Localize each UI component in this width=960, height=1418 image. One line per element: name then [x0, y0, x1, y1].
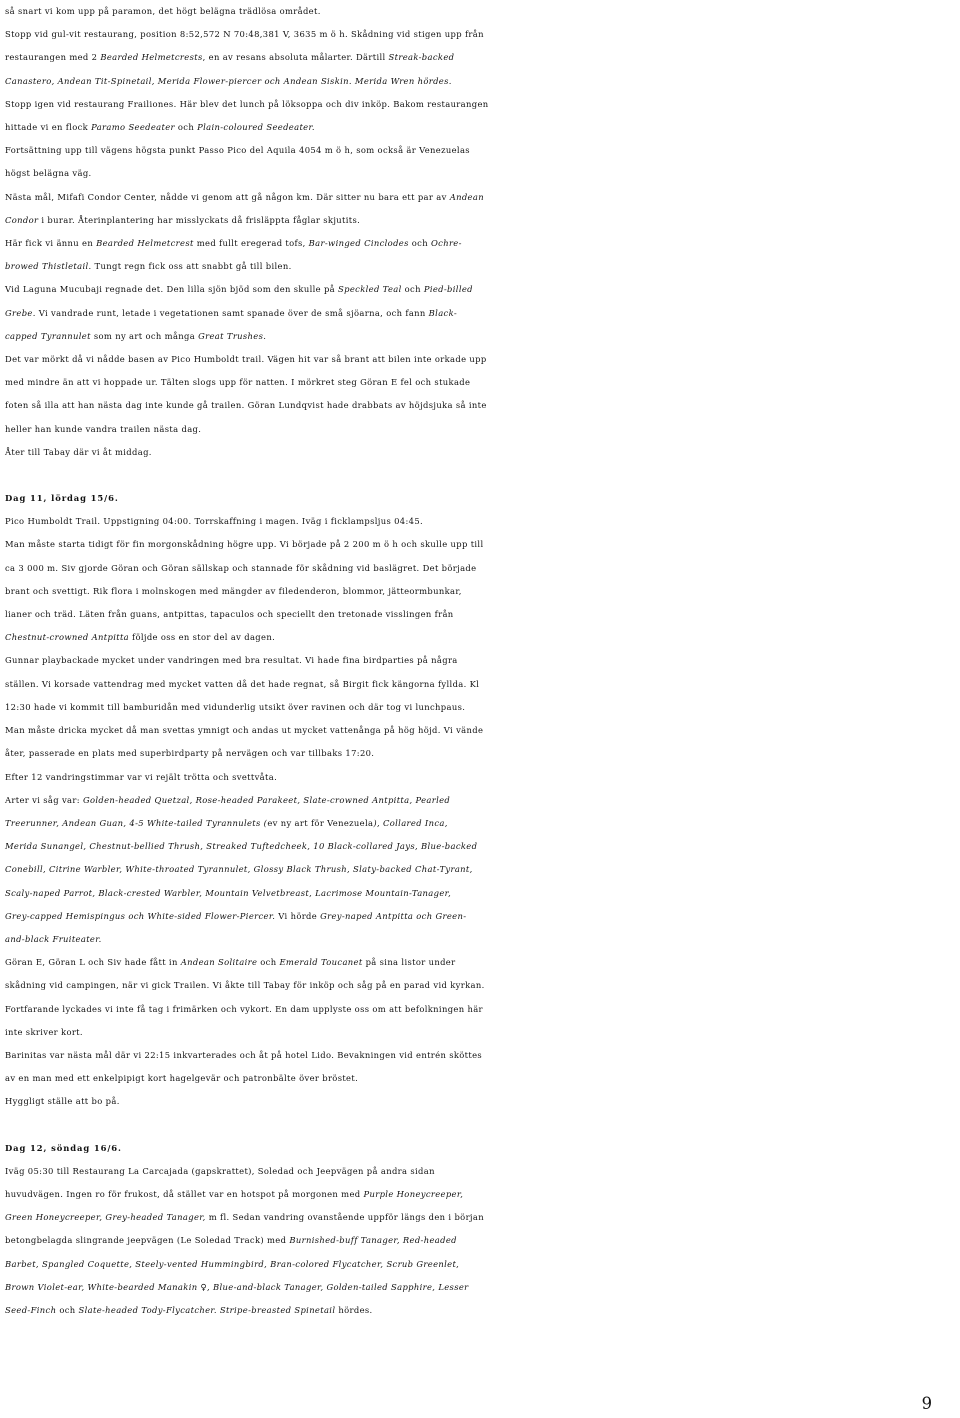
text-line — [5, 0, 955, 23]
italic-text: Conebill, Citrine Warbler, White-throated Tyrannulet, Glossy Black Thrush, Slaty-backed Chat-Tyrant, — [5, 864, 473, 875]
text-run: ställen. Vi korsade vattendrag med mycket vatten då det hade regnat, så Birgit fick kängorna fyllda. Kl — [5, 678, 480, 689]
text-line — [5, 209, 955, 232]
text-line — [5, 603, 955, 626]
italic-text: Purple Honeycreeper, — [363, 1188, 464, 1199]
text-line — [5, 70, 955, 93]
text-run: huvudvägen. Ingen ro för frukost, då stället var en hotspot på morgonen med — [5, 1188, 364, 1199]
text-run: med fullt eregerad tofs, — [193, 238, 309, 249]
text-line — [5, 882, 955, 905]
text-line — [5, 325, 955, 348]
italic-text: Pied-billed — [423, 284, 473, 295]
italic-text: Bearded Helmetcrest — [96, 238, 194, 249]
text-run: Vi hörde — [275, 910, 321, 921]
text-line — [5, 1090, 955, 1113]
italic-text: Paramo Seedeater — [91, 122, 175, 133]
text-line — [5, 278, 955, 301]
text-line — [5, 441, 955, 464]
text-line — [5, 858, 955, 881]
text-run: Stopp igen vid restaurang Frailiones. Här blev det lunch på löksoppa och div inköp. Bakom restaurangen — [5, 98, 489, 109]
text-line — [5, 580, 955, 603]
text-run: betongbelagda slingrande jeepvägen (Le Soledad Track) med — [5, 1235, 290, 1246]
italic-text: Grebe. — [5, 307, 36, 318]
text-run: ev ny art för Venezuela — [267, 817, 374, 828]
text-run: Fortsättning upp till vägens högsta punkt Passo Pico del Aquila 4054 m ö h, som också är Venezuelas — [5, 145, 470, 156]
italic-text: Bar-winged Cinclodes — [308, 238, 409, 249]
text-run: Man måste dricka mycket då man svettas ymnigt och andas ut mycket vattenånga på hög höjd. Vi vände — [5, 725, 484, 736]
text-line — [5, 418, 955, 441]
text-line — [5, 905, 955, 928]
italic-text: Scaly-naped Parrot, Black-crested Warbler, Mountain Velvetbreast, Lacrimose Mountain-Tanager, — [5, 887, 452, 898]
text-line — [5, 998, 955, 1021]
text-run: hördes. — [335, 1304, 373, 1315]
text-run: åter, passerade en plats med superbirdparty på nervägen och var tillbaks 17:20. — [5, 748, 375, 759]
text-run: så snart vi kom upp på paramon, det högt belägna trädlösa området. — [5, 6, 321, 16]
text-line — [5, 162, 955, 185]
text-run: Gunnar playbackade mycket under vandringen med bra resultat. Vi hade fina birdparties på några — [5, 655, 458, 666]
italic-text: Condor — [5, 214, 39, 225]
text-line — [5, 1021, 955, 1044]
italic-text: Ochre- — [430, 238, 462, 249]
text-line — [5, 673, 955, 696]
text-run: restaurangen med 2 — [5, 52, 101, 63]
text-line — [5, 649, 955, 672]
italic-text: Merida Sunangel, Chestnut-bellied Thrush, Streaked Tuftedcheek, 10 Black-collared Jays, Blue-backed — [5, 841, 478, 852]
italic-text: Barbet, Spangled Coquette, Steely-vented Hummingbird, Bran-colored Flycatcher, Scrub Greenlet, — [5, 1258, 460, 1269]
text-run: Det var mörkt då vi nådde basen av Pico Humboldt trail. Vägen hit var så brant att bilen inte orkade upp — [5, 354, 487, 365]
text-run: Hyggligt ställe att bo på. — [5, 1096, 120, 1107]
italic-text: Brown Violet-ear, White-bearded Manakin ♀, Blue-and-black Tanager, Golden-tailed Sapphire, Lesser — [5, 1281, 469, 1292]
text-line — [5, 302, 955, 325]
text-run: och — [401, 284, 424, 295]
italic-text: Bearded Helmetcrests — [100, 52, 203, 63]
text-run: och — [174, 122, 198, 133]
italic-text: Great Trushes. — [198, 330, 267, 341]
italic-text: Speckled Teal — [338, 284, 402, 295]
text-line — [5, 93, 955, 116]
italic-text: Slate-headed Tody-Flycatcher. Stripe-breasted Spinetail — [78, 1304, 336, 1315]
text-line — [5, 812, 955, 835]
text-line — [5, 557, 955, 580]
text-run: Vi vandrade runt, letade i vegetationen samt spanade över de små sjöarna, och fann — [35, 307, 429, 318]
text-run: följde oss en stor del av dagen. — [129, 632, 276, 643]
text-line — [5, 46, 955, 69]
italic-text: Grey-capped Hemispingus och White-sided Flower-Piercer. — [5, 910, 276, 921]
italic-text: Andean Solitaire — [180, 957, 258, 968]
text-line — [5, 951, 955, 974]
text-run: i burar. Återinplantering har misslyckats då frisläppta fåglar skjutits. — [38, 214, 361, 225]
text-line — [5, 371, 955, 394]
text-line — [5, 1253, 955, 1276]
text-line — [5, 835, 955, 858]
italic-text: Golden-headed Quetzal, Rose-headed Parakeet, Slate-crowned Antpitta, Pearled — [82, 794, 451, 805]
text-run: hittade vi en flock — [5, 122, 92, 133]
text-run: Dag 12, söndag 16/6. — [5, 1142, 122, 1153]
text-line — [5, 766, 955, 789]
text-run: Man måste starta tidigt för fin morgonskådning högre upp. Vi började på 2 200 m ö h och skulle upp till — [5, 539, 484, 550]
text-run: högst belägna väg. — [5, 168, 92, 179]
italic-text: Burnished-buff Tanager, Red-headed — [289, 1235, 457, 1246]
italic-text: browed Thistletail. — [5, 261, 92, 272]
italic-text: Green Honeycreeper, Grey-headed Tanager, — [5, 1212, 206, 1223]
italic-text: Grey-naped Antpitta och Green- — [320, 910, 467, 921]
text-line — [5, 255, 955, 278]
text-line — [5, 1183, 955, 1206]
text-run: på sina listor under — [362, 957, 456, 968]
text-run: , en av resans absoluta målarter. Därtill — [202, 52, 389, 63]
text-line — [5, 23, 955, 46]
text-run: Göran E, Göran L och Siv hade fått in — [5, 957, 181, 968]
text-run: och — [257, 957, 280, 968]
text-run: Dag 11, lördag 15/6. — [5, 493, 119, 504]
text-run: m fl. Sedan vandring ovanstående uppför längs den i början — [205, 1212, 484, 1223]
text-line — [5, 116, 955, 139]
text-line — [5, 928, 955, 951]
italic-text: Streak-backed — [388, 52, 455, 63]
text-run: Barinitas var nästa mål där vi 22:15 inkvarterades och åt på hotel Lido. Bevakningen vid entrén sköttes — [5, 1049, 483, 1060]
text-line — [5, 510, 955, 533]
italic-text: and-black Fruiteater. — [5, 933, 102, 944]
text-run: skådning vid campingen, när vi gick Trailen. Vi åkte till Tabay för inköp och såg på en parad vid kyrkan. — [5, 980, 485, 991]
document-body — [5, 0, 955, 1322]
day-heading — [5, 487, 955, 510]
text-run: Nästa mål, Mifafi Condor Center, nådde vi genom att gå någon km. Där sitter nu bara ett par av — [5, 191, 450, 202]
text-run: Stopp vid gul-vit restaurang, position 8:52,572 N 70:48,381 V, 3635 m ö h. Skådning vid stigen upp från — [5, 29, 484, 40]
text-run: av en man med ett enkelpipigt kort hagelgevär och patronbälte över bröstet. — [5, 1073, 359, 1084]
italic-text: Black- — [428, 307, 458, 318]
page-number: 9 — [921, 1394, 932, 1413]
text-line — [5, 1067, 955, 1090]
text-run: 12:30 hade vi kommit till bamburidån med vidunderlig utsikt över ravinen och där tog vi lunchpaus. — [5, 701, 466, 712]
text-run: och — [56, 1304, 79, 1315]
text-run: Åter till Tabay där vi åt middag. — [5, 446, 152, 457]
italic-text: Treerunner, Andean Guan, 4-5 White-tailed Tyrannulets ( — [5, 817, 268, 828]
text-line — [5, 742, 955, 765]
italic-text: Canastero, Andean Tit-Spinetail, Merida Flower-piercer och Andean Siskin. Merida Wren hördes. — [5, 75, 452, 86]
italic-text: ), Collared Inca, — [373, 817, 448, 828]
text-line — [5, 1160, 955, 1183]
text-line — [5, 1206, 955, 1229]
text-line — [5, 533, 955, 556]
text-line — [5, 186, 955, 209]
text-run: och — [408, 238, 431, 249]
italic-text: capped Tyrannulet — [5, 330, 91, 341]
text-run: Tungt regn fick oss att snabbt gå till bilen. — [91, 261, 292, 272]
text-line — [5, 789, 955, 812]
text-run: Här fick vi ännu en — [5, 238, 97, 249]
text-run: Fortfarande lyckades vi inte få tag i frimärken och vykort. En dam upplyste oss om att befolkningen här — [5, 1003, 483, 1014]
text-line — [5, 719, 955, 742]
text-line — [5, 348, 955, 371]
text-line — [5, 1299, 955, 1322]
italic-text: Chestnut-crowned Antpitta — [5, 632, 130, 643]
text-run: Efter 12 vandringstimmar var vi rejält trötta och svettvåta. — [5, 771, 278, 782]
italic-text: Emerald Toucanet — [279, 957, 363, 968]
text-line — [5, 626, 955, 649]
text-run: brant och svettigt. Rik flora i molnskogen med mängder av filedenderon, blommor, jätteormbunkar, — [5, 585, 462, 596]
text-line — [5, 696, 955, 719]
text-run: lianer och träd. Läten från guans, antpittas, tapaculos och speciellt den tretonade visslingen från — [5, 609, 454, 620]
text-run: Arter vi såg var: — [5, 794, 83, 805]
text-line — [5, 139, 955, 162]
text-line — [5, 1276, 955, 1299]
italic-text: Plain-coloured Seedeater. — [197, 122, 315, 133]
text-run: Iväg 05:30 till Restaurang La Carcajada (gapskrattet), Soledad och Jeepvägen på andra sidan — [5, 1165, 435, 1176]
italic-text: Andean — [449, 191, 484, 202]
text-line — [5, 974, 955, 997]
text-run: foten så illa att han nästa dag inte kunde gå trailen. Göran Lundqvist hade drabbats av höjdsjuka så inte — [5, 400, 487, 411]
paragraph-gap — [5, 1114, 955, 1137]
day-heading — [5, 1137, 955, 1160]
text-line — [5, 1044, 955, 1067]
text-line — [5, 232, 955, 255]
text-run: med mindre än att vi hoppade ur. Tälten slogs upp för natten. I mörkret steg Göran E fel och stukade — [5, 377, 471, 388]
text-run: som ny art och många — [90, 330, 199, 341]
text-line — [5, 394, 955, 417]
text-run: inte skriver kort. — [5, 1026, 83, 1037]
text-run: Vid Laguna Mucubaji regnade det. Den lilla sjön bjöd som den skulle på — [5, 284, 339, 295]
text-line — [5, 1229, 955, 1252]
italic-text: Seed-Finch — [5, 1304, 57, 1315]
paragraph-gap — [5, 464, 955, 487]
text-run: Pico Humboldt Trail. Uppstigning 04:00. Torrskaffning i magen. Iväg i ficklampsljus 04:45. — [5, 516, 424, 527]
text-run: ca 3 000 m. Siv gjorde Göran och Göran sällskap och stannade för skådning vid baslägret. Det började — [5, 562, 477, 573]
text-run: heller han kunde vandra trailen nästa dag. — [5, 423, 202, 434]
